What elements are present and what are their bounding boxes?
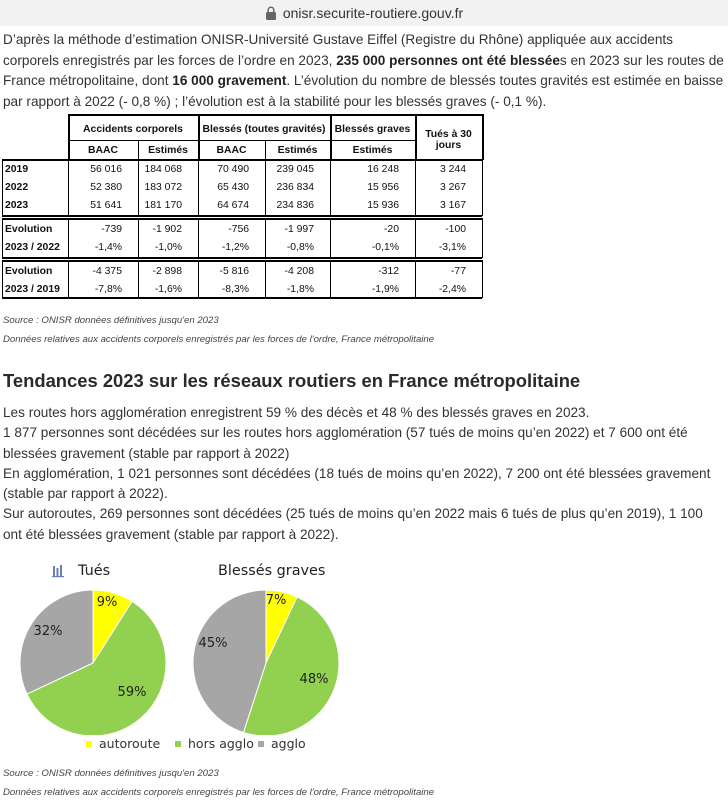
table-cell: 70 490	[217, 163, 249, 175]
table-cell: -3,1%	[438, 241, 466, 253]
table-subheader: Estimés	[148, 144, 188, 156]
table-cell: -0,8%	[286, 241, 314, 253]
intro-paragraph	[3, 30, 725, 112]
table-rule	[265, 260, 266, 298]
table-row-label: 2023	[5, 199, 29, 211]
paragraph: Les routes hors agglomération enregistrent 59 % des décès et 48 % des blessés graves en 2023.	[3, 405, 590, 420]
legend-label: hors agglo	[188, 736, 254, 751]
table-row-label: 2022	[5, 181, 29, 193]
table-rule	[198, 159, 199, 216]
data-note: Données relatives aux accidents corporels enregistrés par les forces de l'ordre, France métropolitaine	[3, 334, 435, 345]
intro-text-2: s en 2023 sur les routes de France métropolitaine, dont	[3, 52, 724, 88]
table-group-header: Accidents corporels	[83, 123, 183, 135]
intro-bold-2: 16 000 gravement	[172, 73, 287, 88]
pie-data-label: 45%	[198, 636, 228, 651]
legend-autoroute	[86, 736, 160, 751]
table-cell: -8,3%	[221, 283, 249, 295]
table-rule	[138, 140, 139, 160]
table-cell: -4 208	[284, 265, 314, 277]
lock-icon	[265, 6, 277, 20]
table-rule	[265, 140, 266, 160]
table-cell: -1 902	[152, 223, 182, 235]
table-row-label: 2023 / 2022	[5, 241, 60, 253]
table-rule	[2, 260, 3, 298]
section-paragraphs	[3, 403, 725, 545]
table-cell: -1,9%	[371, 283, 399, 295]
table-cell: 184 068	[144, 163, 182, 175]
table-rule	[415, 159, 416, 216]
statistics-table	[2, 114, 484, 297]
table-cell: -1,0%	[154, 241, 182, 253]
legend-swatch	[258, 741, 264, 747]
paragraph: Sur autoroutes, 269 personnes sont décédées (25 tués de moins qu’en 2022 mais 6 tués de plus qu’en 2019), 1 100 ont été blessées gravement (stable par rapport à 2022).	[3, 506, 703, 542]
table-rule	[2, 257, 482, 259]
address-bar[interactable]	[0, 0, 728, 26]
table-row-label: Evolution	[5, 223, 53, 235]
pie-charts	[0, 555, 380, 765]
table-rule	[198, 260, 199, 298]
table-rule	[415, 260, 416, 298]
table-cell: -7,8%	[94, 283, 122, 295]
table-group-header: Blessés (toutes gravités)	[202, 123, 326, 135]
table-rule	[330, 260, 331, 298]
intro-bold-1: 235 000 personnes ont été blessée	[336, 52, 560, 68]
table-cell: 239 045	[276, 163, 314, 175]
table-rule	[68, 114, 482, 116]
table-rule	[265, 218, 266, 258]
paragraph: 1 877 personnes sont décédées sur les routes hors agglomération (57 tués de moins qu’en 2022) et 7 600 ont été blessées gravement (stable par rapport à 2022)	[3, 425, 688, 461]
table-rule	[2, 159, 482, 161]
table-rule	[415, 114, 417, 160]
table-cell: -20	[383, 223, 399, 235]
table-cell: 15 936	[367, 199, 399, 211]
table-cell: 56 016	[90, 163, 122, 175]
legend-agglo	[258, 736, 306, 751]
table-cell: 181 170	[144, 199, 182, 211]
table-cell: -1,2%	[221, 241, 249, 253]
table-rule	[198, 218, 199, 258]
url-text: onisr.securite-routiere.gouv.fr	[282, 5, 464, 21]
table-cell: -2 898	[152, 265, 182, 277]
table-cell: 3 167	[439, 199, 466, 211]
table-rule	[68, 218, 69, 258]
table-row-label: Evolution	[5, 265, 53, 277]
legend-swatch	[86, 741, 92, 747]
table-cell: 3 267	[439, 181, 466, 193]
table-rule	[482, 260, 483, 298]
pie-data-label: 32%	[33, 624, 63, 639]
table-rule	[2, 218, 482, 220]
table-cell: -1,4%	[94, 241, 122, 253]
table-cell: 183 072	[144, 181, 182, 193]
legend-hors-agglo	[175, 736, 254, 751]
table-cell: -1,8%	[286, 283, 314, 295]
table-rule	[2, 215, 482, 217]
table-cell: -0,1%	[371, 241, 399, 253]
table-row-label: 2019	[5, 163, 29, 175]
table-subheader: Estimés	[277, 144, 318, 156]
legend-label: agglo	[271, 736, 306, 751]
table-rule	[482, 114, 484, 160]
table-rule	[198, 114, 200, 160]
table-rule	[2, 260, 482, 262]
table-group-header: Blessés graves	[334, 123, 411, 135]
table-cell: 234 836	[276, 199, 314, 211]
table-cell: 3 244	[439, 163, 466, 175]
table-rule	[68, 140, 415, 141]
source-note: Source : ONISR données définitives jusqu'en 2023	[3, 768, 219, 779]
table-rule	[2, 159, 3, 216]
table-rule	[330, 159, 331, 216]
table-subheader: Estimés	[352, 144, 393, 156]
pie-data-label: 59%	[117, 685, 147, 700]
table-cell: 51 641	[90, 199, 122, 211]
table-subheader: BAAC	[216, 144, 247, 156]
legend-label: autoroute	[99, 736, 161, 751]
table-rule	[415, 218, 416, 258]
pie-svg	[0, 555, 380, 735]
table-rule	[68, 260, 69, 298]
table-cell: -312	[378, 265, 399, 277]
table-cell: -5 816	[219, 265, 249, 277]
table-rule	[68, 159, 69, 216]
table-cell: 52 380	[90, 181, 122, 193]
table-rule	[330, 218, 331, 258]
paragraph: En agglomération, 1 021 personnes sont décédées (18 tués de moins qu’en 2022), 7 200 ont été blessées gravement (stable par rapport à 2022).	[3, 465, 711, 502]
table-rule	[2, 297, 482, 299]
table-row-label: 2023 / 2019	[5, 283, 60, 295]
table-cell: -756	[228, 223, 249, 235]
intro-text-1: D’après la méthode d’estimation ONISR-Université Gustave Eiffel (Registre du Rhône) appliquée aux accidents corporels enregistrés par les forces de l’ordre en 2023,	[3, 32, 673, 68]
pie-data-label: 7%	[265, 593, 287, 608]
intro-text-3: . L’évolution du nombre de blessés toutes gravités est estimée en baisse par rapport à 2022 (- 0,8 %) ; l’évolution est à la stabilité pour les blessés graves (- 0,1 %).	[3, 73, 724, 109]
table-rule	[330, 114, 332, 160]
pie-data-label: 48%	[299, 672, 329, 687]
section-title: Tendances 2023 sur les réseaux routiers en France métropolitaine	[3, 370, 581, 391]
pie-data-label: 9%	[96, 595, 118, 610]
table-group-header: Tués à 30 jours	[425, 129, 472, 151]
table-rule	[138, 218, 139, 258]
table-rule	[482, 159, 483, 216]
table-rule	[138, 260, 139, 298]
table-rule	[2, 218, 3, 258]
table-cell: -100	[445, 223, 466, 235]
table-rule	[482, 218, 483, 258]
table-cell: 65 430	[217, 181, 249, 193]
table-cell: 236 834	[276, 181, 314, 193]
table-rule	[68, 114, 70, 160]
table-rule	[265, 159, 266, 216]
table-cell: -4 375	[92, 265, 122, 277]
chart-title-tues: Tués	[78, 563, 111, 579]
legend-swatch	[175, 741, 181, 747]
table-cell: -77	[450, 265, 466, 277]
table-cell: -1 997	[284, 223, 314, 235]
table-cell: 64 674	[217, 199, 249, 211]
source-note: Source : ONISR données définitives jusqu'en 2023	[3, 315, 219, 326]
table-cell: 16 248	[367, 163, 399, 175]
table-cell: -739	[101, 223, 122, 235]
data-note: Données relatives aux accidents corporels enregistrés par les forces de l'ordre, France métropolitaine	[3, 787, 435, 798]
chart-title-blesses: Blessés graves	[218, 563, 326, 579]
table-rule	[138, 159, 139, 216]
table-cell: 15 956	[367, 181, 399, 193]
table-subheader: BAAC	[87, 144, 118, 156]
table-cell: -1,6%	[154, 283, 182, 295]
table-cell: -2,4%	[438, 283, 466, 295]
